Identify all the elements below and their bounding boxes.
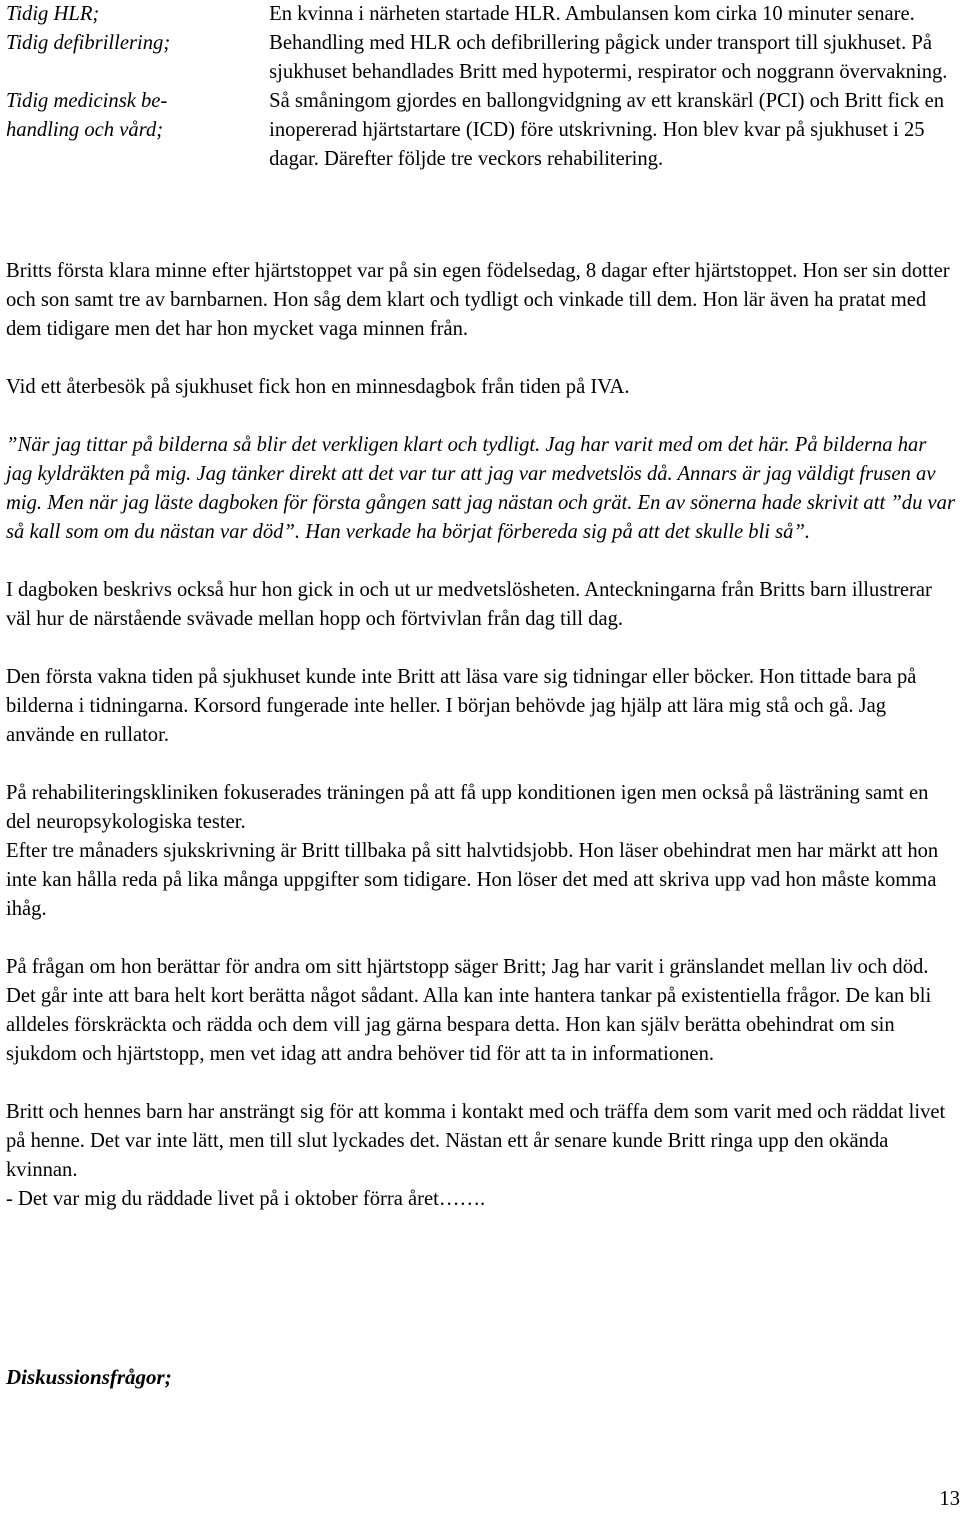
paragraph-diary: Vid ett återbesök på sjukhuset fick hon en minnesdagbok från tiden på IVA. (6, 376, 630, 398)
margin-note-hlr: Tidig HLR; (6, 3, 100, 25)
paragraph-first-memory: Britts första klara minne efter hjärtstoppet var på sin egen födelsedag, 8 dagar efter hjärtstoppet. Hon ser sin dotter och son samt tre av barnbarnen. Hon såg dem klart och tydligt och vinkade till dem. Hon lär även ha pratat med dem tidigare men det har hon mycket vaga minnen från. (6, 260, 950, 340)
intro-table (6, 0, 956, 174)
paragraph-quote: ”När jag tittar på bilderna så blir det verkligen klart och tydligt. Jag har varit med om det här. På bilderna har jag kyldräkten på mig. Jag tänker direkt att det var tur att jag var medvetslös då. Annars är jag väldigt frusen av mig. Men när jag läste dagboken för första gången satt jag nästan och grät. En av sönerna hade skrivit att ”du var så kall som om du nästan var död”. Han verkade ha börjat förbereda sig på att det skulle bli så”. (6, 434, 955, 543)
margin-notes (6, 0, 269, 174)
discussion-heading: Diskussionsfrågor; (6, 1365, 172, 1389)
margin-note-vard: handling och vård; (6, 119, 164, 141)
paragraph-back-to-work: Efter tre månaders sjukskrivning är Britt tillbaka på sitt halvtidsjobb. Hon läser obehindrat men har märkt att hon inte kan hålla reda på lika många uppgifter som tidigare. Hon löser det med att skriva upp vad hon måste komma ihåg. (6, 840, 939, 920)
margin-note-defibrillering: Tidig defibrillering; (6, 32, 171, 54)
intro-section (6, 0, 956, 174)
intro-text: En kvinna i närheten startade HLR. Ambulansen kom cirka 10 minuter senare. Behandling med HLR och defibrillering pågick under transport till sjukhuset. På sjukhuset behandlades Britt med hypotermi, respirator och noggrann övervakning. Så småningom gjordes en ballongvidgning av ett kranskärl (PCI) och Britt fick en inopererad hjärtstartare (ICD) före utskrivning. Hon blev kvar på sjukhuset i 25 dagar. Därefter följde tre veckors rehabilitering. (269, 3, 948, 170)
margin-note-medicinsk: Tidig medicinsk be- (6, 90, 168, 112)
paragraph-rehabilitation: På rehabiliteringskliniken fokuserades träningen på att få upp konditionen igen men också på lästräning samt en del neuropsykologiska tester. (6, 782, 929, 833)
body-text (6, 257, 956, 1214)
paragraph-telling-others: På frågan om hon berättar för andra om sitt hjärtstopp säger Britt; Jag har varit i gränslandet mellan liv och död. Det går inte att bara helt kort berätta något sådant. Alla kan inte hantera tankar på existentiella frågor. De kan bli alldeles förskräckta och rädda och dem vill jag gärna bespara detta. Hon kan själv berätta obehindrat om sin sjukdom och hjärtstopp, men vet idag att andra behöver tid för att ta in informationen. (6, 956, 932, 1065)
paragraph-phone-call: - Det var mig du räddade livet på i oktober förra året……. (6, 1188, 486, 1210)
paragraph-contact-rescuers: Britt och hennes barn har ansträngt sig för att komma i kontakt med och träffa dem som varit med och räddat livet på henne. Det var inte lätt, men till slut lyckades det. Nästan ett år senare kunde Britt ringa upp den okända kvinnan. (6, 1101, 946, 1181)
paragraph-first-awake: Den första vakna tiden på sjukhuset kunde inte Britt att läsa vare sig tidningar eller böcker. Hon tittade bara på bilderna i tidningarna. Korsord fungerade inte heller. I början behövde jag hjälp att lära mig stå och gå. Jag använde en rullator. (6, 666, 917, 746)
page-number: 13 (939, 1488, 960, 1510)
paragraph-consciousness: I dagboken beskrivs också hur hon gick in och ut ur medvetslösheten. Anteckningarna från Britts barn illustrerar väl hur de närstående svävade mellan hopp och förtvivlan från dag till dag. (6, 579, 932, 630)
